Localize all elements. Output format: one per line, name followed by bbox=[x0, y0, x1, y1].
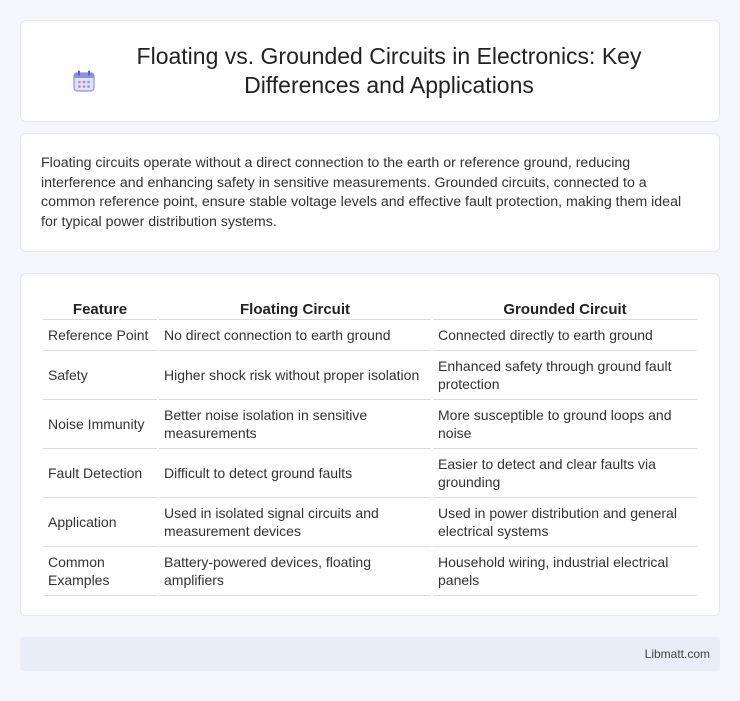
calendar-icon bbox=[71, 68, 97, 94]
header-grounded-circuit: Grounded Circuit bbox=[433, 294, 697, 320]
table-row bbox=[43, 498, 697, 547]
row-floating-cell: Used in isolated signal circuits and measurement devices bbox=[159, 498, 431, 547]
row-feature-cell: Application bbox=[43, 498, 157, 547]
row-grounded-cell: Easier to detect and clear faults via grounding bbox=[433, 449, 697, 498]
header-floating-circuit: Floating Circuit bbox=[159, 294, 431, 320]
title-card bbox=[20, 20, 720, 122]
row-floating-cell: No direct connection to earth ground bbox=[159, 320, 431, 351]
footer-site-link[interactable]: Libmatt.com bbox=[644, 647, 710, 661]
table-row bbox=[43, 547, 697, 596]
row-grounded-cell: Connected directly to earth ground bbox=[433, 320, 697, 351]
intro-card bbox=[20, 133, 720, 252]
row-feature-cell: Noise Immunity bbox=[43, 400, 157, 449]
row-grounded-cell: Enhanced safety through ground fault protection bbox=[433, 351, 697, 400]
header-feature: Feature bbox=[43, 294, 157, 320]
table-header-row bbox=[43, 294, 697, 320]
table-row bbox=[43, 449, 697, 498]
page-title: Floating vs. Grounded Circuits in Electronics: Key Differences and Applications bbox=[136, 43, 642, 98]
row-feature-cell: Reference Point bbox=[43, 320, 157, 351]
row-feature-cell: Fault Detection bbox=[43, 449, 157, 498]
row-grounded-cell: More susceptible to ground loops and noise bbox=[433, 400, 697, 449]
footer-bar bbox=[20, 637, 720, 671]
table-row bbox=[43, 320, 697, 351]
row-grounded-cell: Household wiring, industrial electrical panels bbox=[433, 547, 697, 596]
title-wrap bbox=[71, 42, 669, 100]
intro-paragraph: Floating circuits operate without a direct connection to the earth or reference ground, reducing interference and enhancing safety in sensitive measurements. Grounded circuits, connected to a common reference point, ensure stable voltage levels and effective fault protection, making them ideal for typical power distribution systems. bbox=[41, 155, 682, 230]
row-feature-cell: Common Examples bbox=[43, 547, 157, 596]
comparison-table-card bbox=[20, 273, 720, 616]
table-row bbox=[43, 351, 697, 400]
row-floating-cell: Difficult to detect ground faults bbox=[159, 449, 431, 498]
row-feature-cell: Safety bbox=[43, 351, 157, 400]
table-row bbox=[43, 400, 697, 449]
comparison-table bbox=[41, 294, 699, 596]
row-grounded-cell: Used in power distribution and general electrical systems bbox=[433, 498, 697, 547]
row-floating-cell: Better noise isolation in sensitive measurements bbox=[159, 400, 431, 449]
row-floating-cell: Battery-powered devices, floating amplifiers bbox=[159, 547, 431, 596]
row-floating-cell: Higher shock risk without proper isolation bbox=[159, 351, 431, 400]
